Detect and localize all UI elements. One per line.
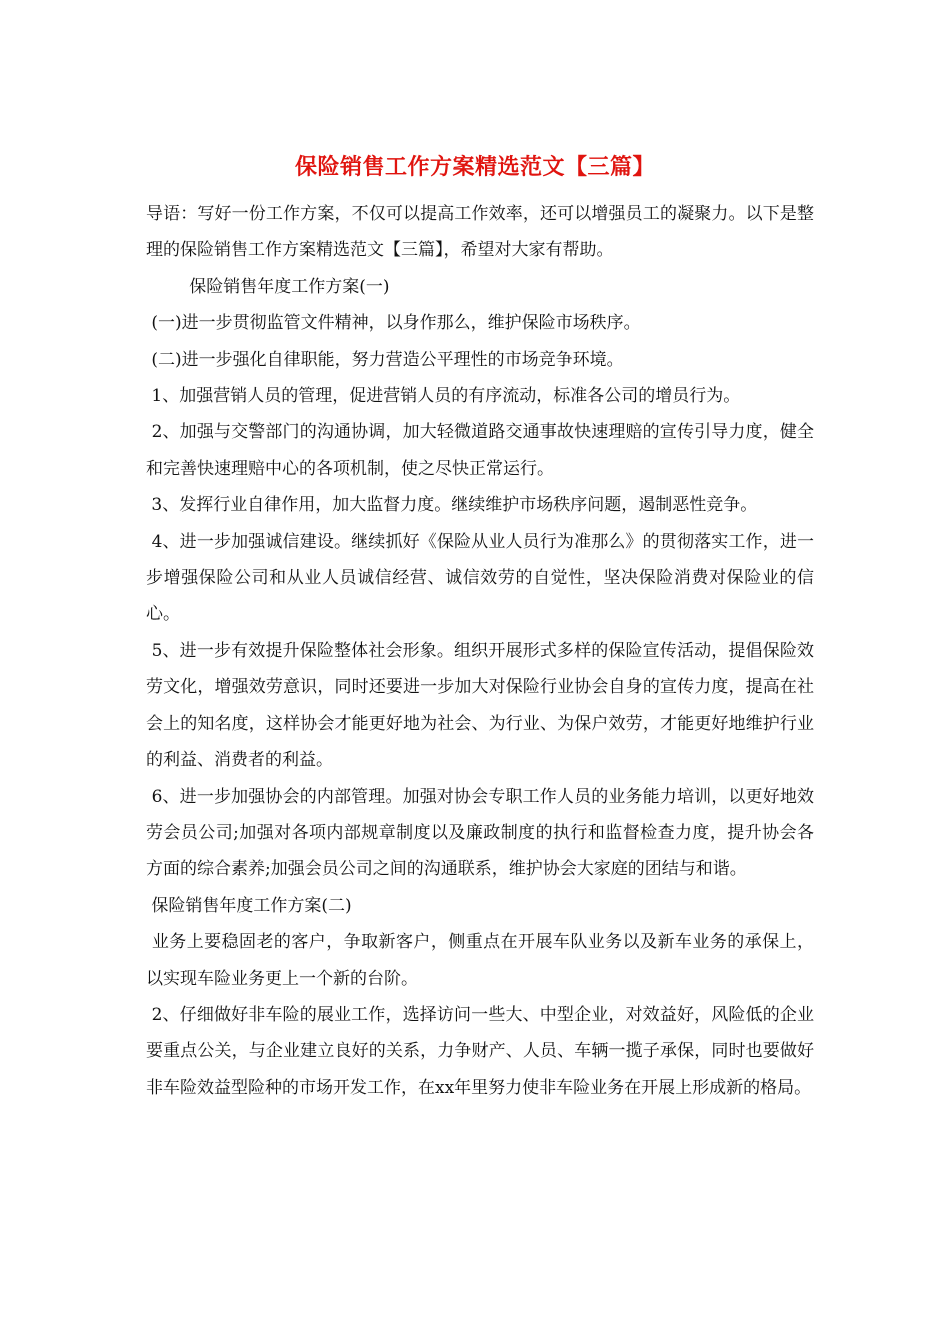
section-heading-1: 保险销售年度工作方案(一) xyxy=(146,276,390,297)
paragraph: 3、发挥行业自律作用，加大监督力度。继续维护市场秩序问题，遏制恶性竞争。 xyxy=(146,495,758,516)
paragraph: (二)进一步强化自律职能，努力营造公平理性的市场竞争环境。 xyxy=(146,349,624,370)
section-heading-2: 保险销售年度工作方案(二) xyxy=(146,895,352,916)
paragraph: 2、仔细做好非车险的展业工作，选择访问一些大、中型企业，对效益好，风险低的企业要重点公关，与企业建立良好的关系，力争财产、人员、车辆一揽子承保，同时也要做好非车险效益型险种的市场开发工作，在xx年里努力使非车险业务在开展上形成新的格局。 xyxy=(146,1004,814,1098)
paragraph: 2、加强与交警部门的沟通协调，加大轻微道路交通事故快速理赔的宣传引导力度，健全和完善快速理赔中心的各项机制，使之尽快正常运行。 xyxy=(146,422,814,479)
paragraph: 业务上要稳固老的客户，争取新客户，侧重点在开展车队业务以及新车业务的承保上，以实现车险业务更上一个新的台阶。 xyxy=(146,932,814,989)
paragraph: (一)进一步贯彻监管文件精神，以身作那么，维护保险市场秩序。 xyxy=(146,313,641,334)
paragraph: 4、进一步加强诚信建设。继续抓好《保险从业人员行为准那么》的贯彻落实工作，进一步增强保险公司和从业人员诚信经营、诚信效劳的自觉性，坚决保险消费对保险业的信心。 xyxy=(146,531,814,625)
paragraph: 6、进一步加强协会的内部管理。加强对协会专职工作人员的业务能力培训，以更好地效劳会员公司;加强对各项内部规章制度以及廉政制度的执行和监督检查力度，提升协会各方面的综合素养;加强会员公司之间的沟通联系，维护协会大家庭的团结与和谐。 xyxy=(146,786,814,880)
intro-paragraph: 导语：写好一份工作方案，不仅可以提高工作效率，还可以增强员工的凝聚力。以下是整理的保险销售工作方案精选范文【三篇】，希望对大家有帮助。 xyxy=(146,204,814,261)
document-body xyxy=(146,196,814,1106)
paragraph: 1、加强营销人员的管理，促进营销人员的有序流动，标准各公司的增员行为。 xyxy=(146,386,741,407)
document-title: 保险销售工作方案精选范文【三篇】 xyxy=(294,154,655,180)
paragraph: 5、进一步有效提升保险整体社会形象。组织开展形式多样的保险宣传活动，提倡保险效劳文化，增强效劳意识，同时还要进一步加大对保险行业协会自身的宣传力度，提高在社会上的知名度，这样协会才能更好地为社会、为行业、为保户效劳，才能更好地维护行业的利益、消费者的利益。 xyxy=(146,640,814,771)
